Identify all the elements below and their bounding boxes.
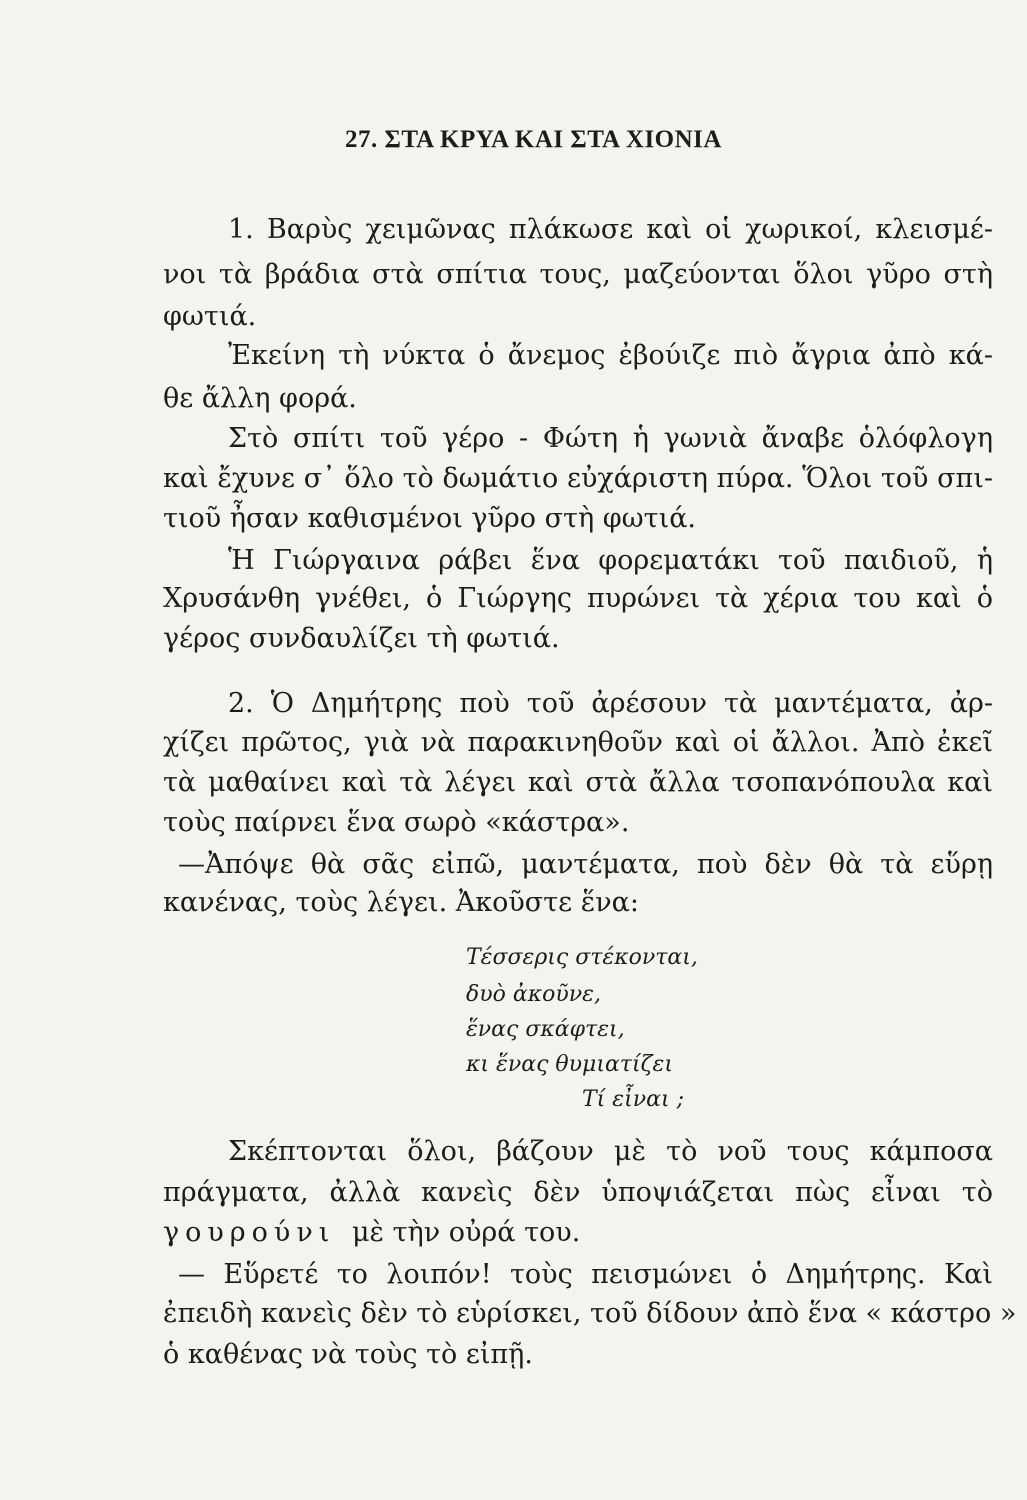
text-line: μὲ τὴν οὐρά του. [352,1217,581,1248]
text-line: θε ἄλλη φορά. [163,383,357,414]
text-line: πράγματα, ἀλλὰ κανεὶς δὲν ὑποψιάζεται πὼς εἶναι τὸ [163,1177,993,1208]
text-line: Ἡ Γιώργαινα ράβει ἕνα φορεματάκι τοῦ παιδιοῦ, ἡ [228,545,993,576]
text-line: ἐπειδὴ κανεὶς δὲν τὸ εὑρίσκει, τοῦ δίδουν ἀπὸ ἕνα « κάστρο » [163,1298,1017,1329]
text-line: 1. Βαρὺς χειμῶνας πλάκωσε καὶ οἱ χωρικοί, κλεισμέ- [228,214,993,245]
text-line: καὶ ἔχυνε σ᾽ ὅλο τὸ δωμάτιο εὐχάριστη πύρα. Ὅλοι τοῦ σπι- [163,463,993,494]
text-line: —Ἀπόψε θὰ σᾶς εἰπῶ, μαντέματα, ποὺ δὲν θὰ τὰ εὕρῃ [178,849,993,880]
text-line: τὰ μαθαίνει καὶ τὰ λέγει καὶ στὰ ἄλλα τσοπανόπουλα καὶ [163,767,993,798]
poem-line: ἕνας σκάφτει, [466,1017,625,1042]
text-line: τοὺς παίρνει ἕνα σωρὸ «κάστρα». [163,807,630,838]
text-line: νοι τὰ βράδια στὰ σπίτια τους, μαζεύονται ὅλοι γῦρο στὴ [163,259,993,290]
text-line-spaced-word: γουρούνι [163,1217,336,1248]
poem-line: κι ἕνας θυμιατίζει [466,1052,673,1077]
text-line: τιοῦ ἦσαν καθισμένοι γῦρο στὴ φωτιά. [163,503,697,534]
text-line: 2. Ὁ Δημήτρης ποὺ τοῦ ἀρέσουν τὰ μαντέματα, ἀρ- [228,688,993,719]
poem-line: Τί εἶναι ; [582,1087,684,1112]
text-line: γέρος συνδαυλίζει τὴ φωτιά. [163,623,560,654]
text-line: κανένας, τοὺς λέγει. Ἀκοῦστε ἕνα: [163,887,639,918]
text-line: χίζει πρῶτος, γιὰ νὰ παρακινηθοῦν καὶ οἱ ἄλλοι. Ἀπὸ ἐκεῖ [163,727,993,758]
text-line: Χρυσάνθη γνέθει, ὁ Γιώργης πυρώνει τὰ χέρια του καὶ ὁ [163,583,993,614]
text-line: Στὸ σπίτι τοῦ γέρο - Φώτη ἡ γωνιὰ ἄναβε ὁλόφλογη [228,423,993,454]
text-line: φωτιά. [163,301,257,332]
poem-line: δυὸ ἀκοῦνε, [466,982,601,1007]
text-line: ὁ καθένας νὰ τοὺς τὸ εἰπῇ. [163,1339,533,1370]
poem-line: Τέσσερις στέκονται, [466,945,698,970]
text-line: Ἐκείνη τὴ νύκτα ὁ ἄνεμος ἐβούιζε πιὸ ἄγρια ἀπὸ κά- [228,340,993,371]
chapter-title: 27. ΣΤΑ ΚΡΥΑ ΚΑΙ ΣΤΑ ΧΙΟΝΙΑ [345,126,722,153]
text-line: — Εὕρετέ το λοιπόν! τοὺς πεισμώνει ὁ Δημήτρης. Καὶ [178,1259,993,1290]
text-line: Σκέπτονται ὅλοι, βάζουν μὲ τὸ νοῦ τους κάμποσα [228,1136,993,1167]
